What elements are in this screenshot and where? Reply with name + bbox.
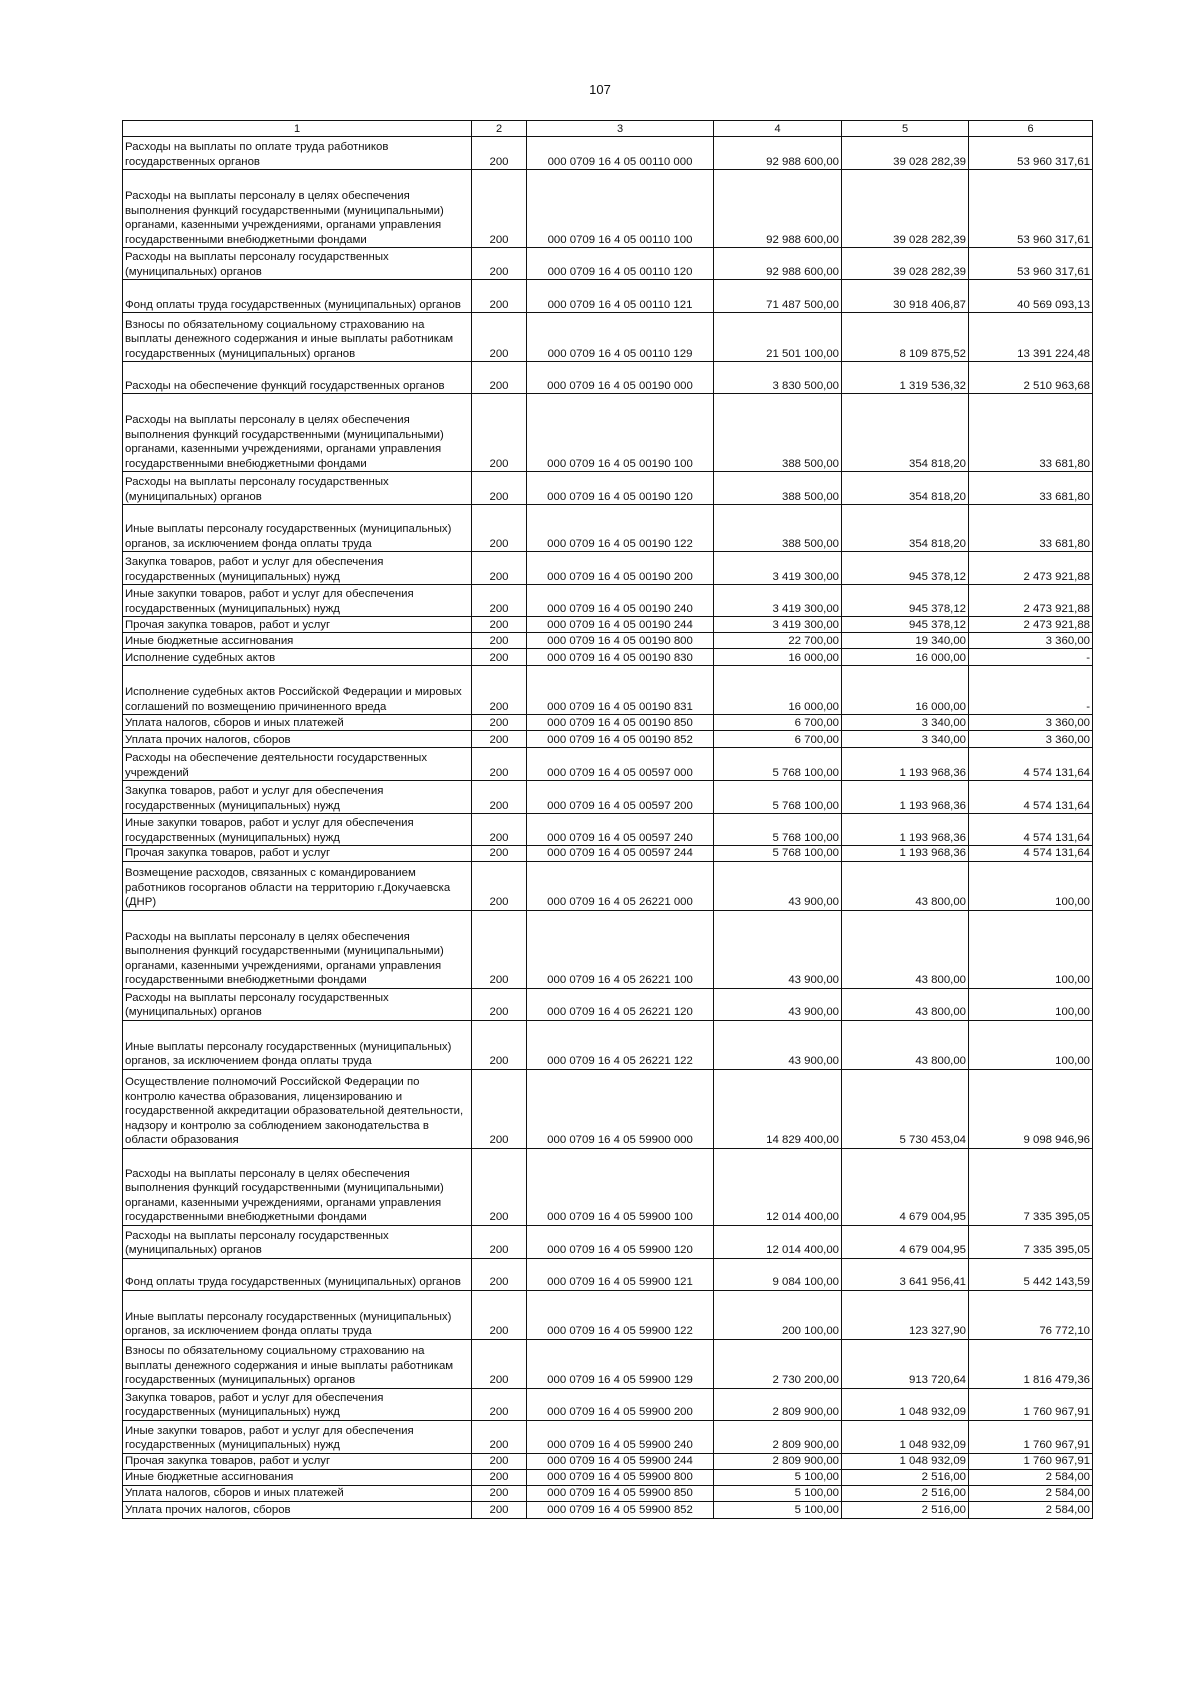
budget-classification-cell: 000 0709 16 4 05 00190 120 bbox=[527, 472, 714, 505]
unexecuted-amount-cell: 4 574 131,64 bbox=[969, 781, 1093, 814]
column-header-1: 1 bbox=[123, 121, 472, 137]
executed-amount-cell: 2 516,00 bbox=[842, 1485, 969, 1501]
table-row bbox=[123, 1225, 1093, 1258]
budget-classification-cell: 000 0709 16 4 05 26221 120 bbox=[527, 988, 714, 1020]
budget-classification-cell: 000 0709 16 4 05 00190 850 bbox=[527, 715, 714, 731]
table-row bbox=[123, 394, 1093, 472]
executed-amount-cell: 1 193 968,36 bbox=[842, 748, 969, 781]
expense-name-cell: Взносы по обязательному социальному страхованию на выплаты денежного содержания и иные выплаты работникам государственных (муниципальных) органов bbox=[123, 313, 472, 362]
admin-code-cell: 200 bbox=[472, 814, 527, 846]
executed-amount-cell: 39 028 282,39 bbox=[842, 170, 969, 248]
admin-code-cell: 200 bbox=[472, 552, 527, 585]
expense-name-cell: Закупка товаров, работ и услуг для обеспечения государственных (муниципальных) нужд bbox=[123, 1388, 472, 1420]
table-row bbox=[123, 552, 1093, 585]
unexecuted-amount-cell: 33 681,80 bbox=[969, 505, 1093, 552]
admin-code-cell: 200 bbox=[472, 472, 527, 505]
page-number: 107 bbox=[589, 82, 611, 97]
budget-classification-cell: 000 0709 16 4 05 00190 830 bbox=[527, 649, 714, 666]
admin-code-cell: 200 bbox=[472, 280, 527, 313]
expense-name-cell: Иные закупки товаров, работ и услуг для обеспечения государственных (муниципальных) нужд bbox=[123, 1420, 472, 1453]
executed-amount-cell: 1 319 536,32 bbox=[842, 362, 969, 394]
table-row bbox=[123, 1339, 1093, 1388]
unexecuted-amount-cell: 2 510 963,68 bbox=[969, 362, 1093, 394]
executed-amount-cell: 913 720,64 bbox=[842, 1339, 969, 1388]
approved-amount-cell: 43 900,00 bbox=[714, 1020, 842, 1069]
budget-classification-cell: 000 0709 16 4 05 59900 244 bbox=[527, 1453, 714, 1469]
unexecuted-amount-cell: 1 760 967,91 bbox=[969, 1453, 1093, 1469]
approved-amount-cell: 3 419 300,00 bbox=[714, 552, 842, 585]
executed-amount-cell: 1 193 968,36 bbox=[842, 846, 969, 862]
table-row bbox=[123, 633, 1093, 649]
executed-amount-cell: 123 327,90 bbox=[842, 1290, 969, 1339]
admin-code-cell: 200 bbox=[472, 1020, 527, 1069]
executed-amount-cell: 3 641 956,41 bbox=[842, 1258, 969, 1290]
budget-classification-cell: 000 0709 16 4 05 59900 122 bbox=[527, 1290, 714, 1339]
expense-name-cell: Расходы на выплаты персоналу государственных (муниципальных) органов bbox=[123, 988, 472, 1020]
executed-amount-cell: 945 378,12 bbox=[842, 617, 969, 633]
expense-name-cell: Иные выплаты персоналу государственных (муниципальных) органов, за исключением фонда оплаты труда bbox=[123, 1290, 472, 1339]
unexecuted-amount-cell: 100,00 bbox=[969, 1020, 1093, 1069]
budget-classification-cell: 000 0709 16 4 05 59900 240 bbox=[527, 1420, 714, 1453]
table-row bbox=[123, 585, 1093, 617]
admin-code-cell: 200 bbox=[472, 505, 527, 552]
budget-classification-cell: 000 0709 16 4 05 00190 800 bbox=[527, 633, 714, 649]
table-row bbox=[123, 1469, 1093, 1485]
executed-amount-cell: 945 378,12 bbox=[842, 552, 969, 585]
admin-code-cell: 200 bbox=[472, 649, 527, 666]
column-header-3: 3 bbox=[527, 121, 714, 137]
table-row bbox=[123, 137, 1093, 170]
approved-amount-cell: 43 900,00 bbox=[714, 910, 842, 988]
approved-amount-cell: 9 084 100,00 bbox=[714, 1258, 842, 1290]
budget-classification-cell: 000 0709 16 4 05 59900 129 bbox=[527, 1339, 714, 1388]
expense-name-cell: Фонд оплаты труда государственных (муниципальных) органов bbox=[123, 1258, 472, 1290]
executed-amount-cell: 16 000,00 bbox=[842, 649, 969, 666]
expense-name-cell: Осуществление полномочий Российской Федерации по контролю качества образования, лицензированию и государственной аккредитации образовательной деятельности, надзору и контролю за соблюдением законодательства в области образования bbox=[123, 1069, 472, 1148]
unexecuted-amount-cell: 2 473 921,88 bbox=[969, 617, 1093, 633]
executed-amount-cell: 39 028 282,39 bbox=[842, 248, 969, 280]
admin-code-cell: 200 bbox=[472, 248, 527, 280]
executed-amount-cell: 945 378,12 bbox=[842, 585, 969, 617]
budget-classification-cell: 000 0709 16 4 05 00190 200 bbox=[527, 552, 714, 585]
executed-amount-cell: 4 679 004,95 bbox=[842, 1225, 969, 1258]
budget-table bbox=[122, 120, 1093, 1519]
unexecuted-amount-cell: 53 960 317,61 bbox=[969, 248, 1093, 280]
budget-classification-cell: 000 0709 16 4 05 00597 000 bbox=[527, 748, 714, 781]
approved-amount-cell: 388 500,00 bbox=[714, 472, 842, 505]
table-row bbox=[123, 1485, 1093, 1501]
table-row bbox=[123, 362, 1093, 394]
unexecuted-amount-cell: 4 574 131,64 bbox=[969, 814, 1093, 846]
unexecuted-amount-cell: 100,00 bbox=[969, 910, 1093, 988]
unexecuted-amount-cell: 4 574 131,64 bbox=[969, 846, 1093, 862]
unexecuted-amount-cell: 33 681,80 bbox=[969, 472, 1093, 505]
approved-amount-cell: 16 000,00 bbox=[714, 666, 842, 715]
unexecuted-amount-cell: 1 760 967,91 bbox=[969, 1420, 1093, 1453]
expense-name-cell: Иные закупки товаров, работ и услуг для обеспечения государственных (муниципальных) нужд bbox=[123, 814, 472, 846]
budget-classification-cell: 000 0709 16 4 05 59900 000 bbox=[527, 1069, 714, 1148]
executed-amount-cell: 3 340,00 bbox=[842, 715, 969, 731]
approved-amount-cell: 21 501 100,00 bbox=[714, 313, 842, 362]
budget-classification-cell: 000 0709 16 4 05 59900 800 bbox=[527, 1469, 714, 1485]
admin-code-cell: 200 bbox=[472, 1225, 527, 1258]
executed-amount-cell: 354 818,20 bbox=[842, 472, 969, 505]
budget-classification-cell: 000 0709 16 4 05 59900 200 bbox=[527, 1388, 714, 1420]
unexecuted-amount-cell: 76 772,10 bbox=[969, 1290, 1093, 1339]
budget-classification-cell: 000 0709 16 4 05 00190 831 bbox=[527, 666, 714, 715]
budget-classification-cell: 000 0709 16 4 05 00190 240 bbox=[527, 585, 714, 617]
approved-amount-cell: 200 100,00 bbox=[714, 1290, 842, 1339]
table-row bbox=[123, 505, 1093, 552]
executed-amount-cell: 30 918 406,87 bbox=[842, 280, 969, 313]
approved-amount-cell: 2 809 900,00 bbox=[714, 1420, 842, 1453]
admin-code-cell: 200 bbox=[472, 731, 527, 748]
executed-amount-cell: 2 516,00 bbox=[842, 1501, 969, 1518]
table-row bbox=[123, 170, 1093, 248]
table-row bbox=[123, 1420, 1093, 1453]
table-row bbox=[123, 280, 1093, 313]
approved-amount-cell: 12 014 400,00 bbox=[714, 1148, 842, 1225]
admin-code-cell: 200 bbox=[472, 617, 527, 633]
approved-amount-cell: 3 830 500,00 bbox=[714, 362, 842, 394]
table-row bbox=[123, 1258, 1093, 1290]
admin-code-cell: 200 bbox=[472, 1148, 527, 1225]
budget-classification-cell: 000 0709 16 4 05 26221 000 bbox=[527, 861, 714, 910]
table-row bbox=[123, 1453, 1093, 1469]
unexecuted-amount-cell: 53 960 317,61 bbox=[969, 137, 1093, 170]
admin-code-cell: 200 bbox=[472, 585, 527, 617]
admin-code-cell: 200 bbox=[472, 748, 527, 781]
budget-classification-cell: 000 0709 16 4 05 00110 120 bbox=[527, 248, 714, 280]
admin-code-cell: 200 bbox=[472, 861, 527, 910]
budget-classification-cell: 000 0709 16 4 05 00190 100 bbox=[527, 394, 714, 472]
admin-code-cell: 200 bbox=[472, 846, 527, 862]
approved-amount-cell: 5 100,00 bbox=[714, 1501, 842, 1518]
admin-code-cell: 200 bbox=[472, 988, 527, 1020]
table-row bbox=[123, 988, 1093, 1020]
table-row bbox=[123, 1290, 1093, 1339]
admin-code-cell: 200 bbox=[472, 1501, 527, 1518]
table-row bbox=[123, 861, 1093, 910]
table-row bbox=[123, 649, 1093, 666]
approved-amount-cell: 43 900,00 bbox=[714, 988, 842, 1020]
budget-classification-cell: 000 0709 16 4 05 59900 121 bbox=[527, 1258, 714, 1290]
admin-code-cell: 200 bbox=[472, 170, 527, 248]
column-header-5: 5 bbox=[842, 121, 969, 137]
expense-name-cell: Исполнение судебных актов bbox=[123, 649, 472, 666]
table-row bbox=[123, 666, 1093, 715]
expense-name-cell: Прочая закупка товаров, работ и услуг bbox=[123, 617, 472, 633]
table-row bbox=[123, 472, 1093, 505]
unexecuted-amount-cell: 5 442 143,59 bbox=[969, 1258, 1093, 1290]
expense-name-cell: Прочая закупка товаров, работ и услуг bbox=[123, 846, 472, 862]
expense-name-cell: Возмещение расходов, связанных с командированием работников госорганов области на территорию г.Докучаевска (ДНР) bbox=[123, 861, 472, 910]
unexecuted-amount-cell: 100,00 bbox=[969, 861, 1093, 910]
table-row bbox=[123, 814, 1093, 846]
table-row bbox=[123, 731, 1093, 748]
table-row bbox=[123, 748, 1093, 781]
expense-name-cell: Расходы на выплаты персоналу в целях обеспечения выполнения функций государственными (муниципальными) органами, казенными учреждениями, органами управления государственными внебюджетными фондами bbox=[123, 170, 472, 248]
budget-classification-cell: 000 0709 16 4 05 59900 852 bbox=[527, 1501, 714, 1518]
budget-classification-cell: 000 0709 16 4 05 59900 100 bbox=[527, 1148, 714, 1225]
budget-classification-cell: 000 0709 16 4 05 00190 000 bbox=[527, 362, 714, 394]
executed-amount-cell: 5 730 453,04 bbox=[842, 1069, 969, 1148]
table-row bbox=[123, 617, 1093, 633]
admin-code-cell: 200 bbox=[472, 715, 527, 731]
approved-amount-cell: 22 700,00 bbox=[714, 633, 842, 649]
budget-classification-cell: 000 0709 16 4 05 00110 100 bbox=[527, 170, 714, 248]
table-row bbox=[123, 910, 1093, 988]
unexecuted-amount-cell: 1 816 479,36 bbox=[969, 1339, 1093, 1388]
approved-amount-cell: 2 730 200,00 bbox=[714, 1339, 842, 1388]
executed-amount-cell: 4 679 004,95 bbox=[842, 1148, 969, 1225]
approved-amount-cell: 12 014 400,00 bbox=[714, 1225, 842, 1258]
approved-amount-cell: 6 700,00 bbox=[714, 731, 842, 748]
unexecuted-amount-cell: 4 574 131,64 bbox=[969, 748, 1093, 781]
unexecuted-amount-cell: 2 584,00 bbox=[969, 1485, 1093, 1501]
budget-classification-cell: 000 0709 16 4 05 59900 120 bbox=[527, 1225, 714, 1258]
unexecuted-amount-cell: 3 360,00 bbox=[969, 715, 1093, 731]
admin-code-cell: 200 bbox=[472, 1469, 527, 1485]
budget-classification-cell: 000 0709 16 4 05 00190 244 bbox=[527, 617, 714, 633]
column-header-2: 2 bbox=[472, 121, 527, 137]
executed-amount-cell: 1 048 932,09 bbox=[842, 1420, 969, 1453]
expense-name-cell: Уплата прочих налогов, сборов bbox=[123, 731, 472, 748]
table-row bbox=[123, 313, 1093, 362]
admin-code-cell: 200 bbox=[472, 394, 527, 472]
admin-code-cell: 200 bbox=[472, 633, 527, 649]
table-header bbox=[123, 121, 1093, 137]
admin-code-cell: 200 bbox=[472, 1258, 527, 1290]
expense-name-cell: Уплата налогов, сборов и иных платежей bbox=[123, 715, 472, 731]
executed-amount-cell: 19 340,00 bbox=[842, 633, 969, 649]
approved-amount-cell: 2 809 900,00 bbox=[714, 1453, 842, 1469]
budget-classification-cell: 000 0709 16 4 05 00110 129 bbox=[527, 313, 714, 362]
unexecuted-amount-cell: 40 569 093,13 bbox=[969, 280, 1093, 313]
table-row bbox=[123, 846, 1093, 862]
executed-amount-cell: 43 800,00 bbox=[842, 1020, 969, 1069]
expense-name-cell: Уплата прочих налогов, сборов bbox=[123, 1501, 472, 1518]
executed-amount-cell: 43 800,00 bbox=[842, 910, 969, 988]
executed-amount-cell: 1 193 968,36 bbox=[842, 814, 969, 846]
expense-name-cell: Расходы на выплаты персоналу государственных (муниципальных) органов bbox=[123, 1225, 472, 1258]
approved-amount-cell: 92 988 600,00 bbox=[714, 248, 842, 280]
admin-code-cell: 200 bbox=[472, 1453, 527, 1469]
approved-amount-cell: 5 100,00 bbox=[714, 1469, 842, 1485]
unexecuted-amount-cell: 9 098 946,96 bbox=[969, 1069, 1093, 1148]
unexecuted-amount-cell: 3 360,00 bbox=[969, 633, 1093, 649]
expense-name-cell: Иные выплаты персоналу государственных (муниципальных) органов, за исключением фонда оплаты труда bbox=[123, 505, 472, 552]
approved-amount-cell: 388 500,00 bbox=[714, 505, 842, 552]
table-row bbox=[123, 1069, 1093, 1148]
approved-amount-cell: 71 487 500,00 bbox=[714, 280, 842, 313]
unexecuted-amount-cell: 2 584,00 bbox=[969, 1469, 1093, 1485]
unexecuted-amount-cell: 7 335 395,05 bbox=[969, 1225, 1093, 1258]
expense-name-cell: Расходы на выплаты персоналу в целях обеспечения выполнения функций государственными (муниципальными) органами, казенными учреждениями, органами управления государственными внебюджетными фондами bbox=[123, 910, 472, 988]
approved-amount-cell: 3 419 300,00 bbox=[714, 585, 842, 617]
admin-code-cell: 200 bbox=[472, 910, 527, 988]
table-row bbox=[123, 715, 1093, 731]
budget-classification-cell: 000 0709 16 4 05 26221 100 bbox=[527, 910, 714, 988]
unexecuted-amount-cell: 13 391 224,48 bbox=[969, 313, 1093, 362]
column-header-6: 6 bbox=[969, 121, 1093, 137]
table-row bbox=[123, 248, 1093, 280]
expense-name-cell: Иные бюджетные ассигнования bbox=[123, 1469, 472, 1485]
admin-code-cell: 200 bbox=[472, 781, 527, 814]
admin-code-cell: 200 bbox=[472, 137, 527, 170]
executed-amount-cell: 1 048 932,09 bbox=[842, 1453, 969, 1469]
header-row bbox=[123, 121, 1093, 137]
unexecuted-amount-cell: - bbox=[969, 649, 1093, 666]
expense-name-cell: Расходы на выплаты персоналу государственных (муниципальных) органов bbox=[123, 472, 472, 505]
executed-amount-cell: 39 028 282,39 bbox=[842, 137, 969, 170]
unexecuted-amount-cell: 2 473 921,88 bbox=[969, 585, 1093, 617]
unexecuted-amount-cell: - bbox=[969, 666, 1093, 715]
approved-amount-cell: 5 768 100,00 bbox=[714, 814, 842, 846]
admin-code-cell: 200 bbox=[472, 666, 527, 715]
budget-classification-cell: 000 0709 16 4 05 00597 200 bbox=[527, 781, 714, 814]
admin-code-cell: 200 bbox=[472, 1420, 527, 1453]
budget-classification-cell: 000 0709 16 4 05 00597 244 bbox=[527, 846, 714, 862]
expense-name-cell: Фонд оплаты труда государственных (муниципальных) органов bbox=[123, 280, 472, 313]
expense-name-cell: Расходы на обеспечение функций государственных органов bbox=[123, 362, 472, 394]
approved-amount-cell: 5 768 100,00 bbox=[714, 781, 842, 814]
admin-code-cell: 200 bbox=[472, 1290, 527, 1339]
executed-amount-cell: 16 000,00 bbox=[842, 666, 969, 715]
expense-name-cell: Расходы на выплаты персоналу в целях обеспечения выполнения функций государственными (муниципальными) органами, казенными учреждениями, органами управления государственными внебюджетными фондами bbox=[123, 1148, 472, 1225]
admin-code-cell: 200 bbox=[472, 1388, 527, 1420]
expense-name-cell: Расходы на выплаты по оплате труда работников государственных органов bbox=[123, 137, 472, 170]
budget-classification-cell: 000 0709 16 4 05 26221 122 bbox=[527, 1020, 714, 1069]
unexecuted-amount-cell: 53 960 317,61 bbox=[969, 170, 1093, 248]
column-header-4: 4 bbox=[714, 121, 842, 137]
budget-classification-cell: 000 0709 16 4 05 00597 240 bbox=[527, 814, 714, 846]
approved-amount-cell: 6 700,00 bbox=[714, 715, 842, 731]
approved-amount-cell: 92 988 600,00 bbox=[714, 137, 842, 170]
approved-amount-cell: 92 988 600,00 bbox=[714, 170, 842, 248]
approved-amount-cell: 2 809 900,00 bbox=[714, 1388, 842, 1420]
expense-name-cell: Закупка товаров, работ и услуг для обеспечения государственных (муниципальных) нужд bbox=[123, 781, 472, 814]
executed-amount-cell: 1 048 932,09 bbox=[842, 1388, 969, 1420]
unexecuted-amount-cell: 2 584,00 bbox=[969, 1501, 1093, 1518]
table-row bbox=[123, 1148, 1093, 1225]
expense-name-cell: Расходы на обеспечение деятельности государственных учреждений bbox=[123, 748, 472, 781]
unexecuted-amount-cell: 3 360,00 bbox=[969, 731, 1093, 748]
table-row bbox=[123, 1388, 1093, 1420]
executed-amount-cell: 2 516,00 bbox=[842, 1469, 969, 1485]
approved-amount-cell: 16 000,00 bbox=[714, 649, 842, 666]
expense-name-cell: Расходы на выплаты персоналу в целях обеспечения выполнения функций государственными (муниципальными) органами, казенными учреждениями, органами управления государственными внебюджетными фондами bbox=[123, 394, 472, 472]
approved-amount-cell: 5 768 100,00 bbox=[714, 846, 842, 862]
executed-amount-cell: 43 800,00 bbox=[842, 861, 969, 910]
admin-code-cell: 200 bbox=[472, 1485, 527, 1501]
executed-amount-cell: 8 109 875,52 bbox=[842, 313, 969, 362]
expense-name-cell: Исполнение судебных актов Российской Федерации и мировых соглашений по возмещению причиненного вреда bbox=[123, 666, 472, 715]
executed-amount-cell: 1 193 968,36 bbox=[842, 781, 969, 814]
admin-code-cell: 200 bbox=[472, 1339, 527, 1388]
admin-code-cell: 200 bbox=[472, 313, 527, 362]
budget-classification-cell: 000 0709 16 4 05 59900 850 bbox=[527, 1485, 714, 1501]
admin-code-cell: 200 bbox=[472, 362, 527, 394]
approved-amount-cell: 5 768 100,00 bbox=[714, 748, 842, 781]
expense-name-cell: Иные выплаты персоналу государственных (муниципальных) органов, за исключением фонда оплаты труда bbox=[123, 1020, 472, 1069]
expense-name-cell: Уплата налогов, сборов и иных платежей bbox=[123, 1485, 472, 1501]
executed-amount-cell: 43 800,00 bbox=[842, 988, 969, 1020]
budget-classification-cell: 000 0709 16 4 05 00190 852 bbox=[527, 731, 714, 748]
budget-classification-cell: 000 0709 16 4 05 00190 122 bbox=[527, 505, 714, 552]
expense-name-cell: Взносы по обязательному социальному страхованию на выплаты денежного содержания и иные выплаты работникам государственных (муниципальных) органов bbox=[123, 1339, 472, 1388]
expense-name-cell: Иные бюджетные ассигнования bbox=[123, 633, 472, 649]
expense-name-cell: Иные закупки товаров, работ и услуг для обеспечения государственных (муниципальных) нужд bbox=[123, 585, 472, 617]
table-body bbox=[123, 137, 1093, 1519]
executed-amount-cell: 354 818,20 bbox=[842, 505, 969, 552]
expense-name-cell: Закупка товаров, работ и услуг для обеспечения государственных (муниципальных) нужд bbox=[123, 552, 472, 585]
expense-name-cell: Прочая закупка товаров, работ и услуг bbox=[123, 1453, 472, 1469]
unexecuted-amount-cell: 1 760 967,91 bbox=[969, 1388, 1093, 1420]
executed-amount-cell: 354 818,20 bbox=[842, 394, 969, 472]
expense-name-cell: Расходы на выплаты персоналу государственных (муниципальных) органов bbox=[123, 248, 472, 280]
unexecuted-amount-cell: 7 335 395,05 bbox=[969, 1148, 1093, 1225]
budget-classification-cell: 000 0709 16 4 05 00110 121 bbox=[527, 280, 714, 313]
approved-amount-cell: 14 829 400,00 bbox=[714, 1069, 842, 1148]
budget-classification-cell: 000 0709 16 4 05 00110 000 bbox=[527, 137, 714, 170]
unexecuted-amount-cell: 2 473 921,88 bbox=[969, 552, 1093, 585]
admin-code-cell: 200 bbox=[472, 1069, 527, 1148]
table-row bbox=[123, 1020, 1093, 1069]
unexecuted-amount-cell: 100,00 bbox=[969, 988, 1093, 1020]
executed-amount-cell: 3 340,00 bbox=[842, 731, 969, 748]
table-row bbox=[123, 781, 1093, 814]
approved-amount-cell: 5 100,00 bbox=[714, 1485, 842, 1501]
table-row bbox=[123, 1501, 1093, 1518]
approved-amount-cell: 43 900,00 bbox=[714, 861, 842, 910]
approved-amount-cell: 3 419 300,00 bbox=[714, 617, 842, 633]
approved-amount-cell: 388 500,00 bbox=[714, 394, 842, 472]
unexecuted-amount-cell: 33 681,80 bbox=[969, 394, 1093, 472]
